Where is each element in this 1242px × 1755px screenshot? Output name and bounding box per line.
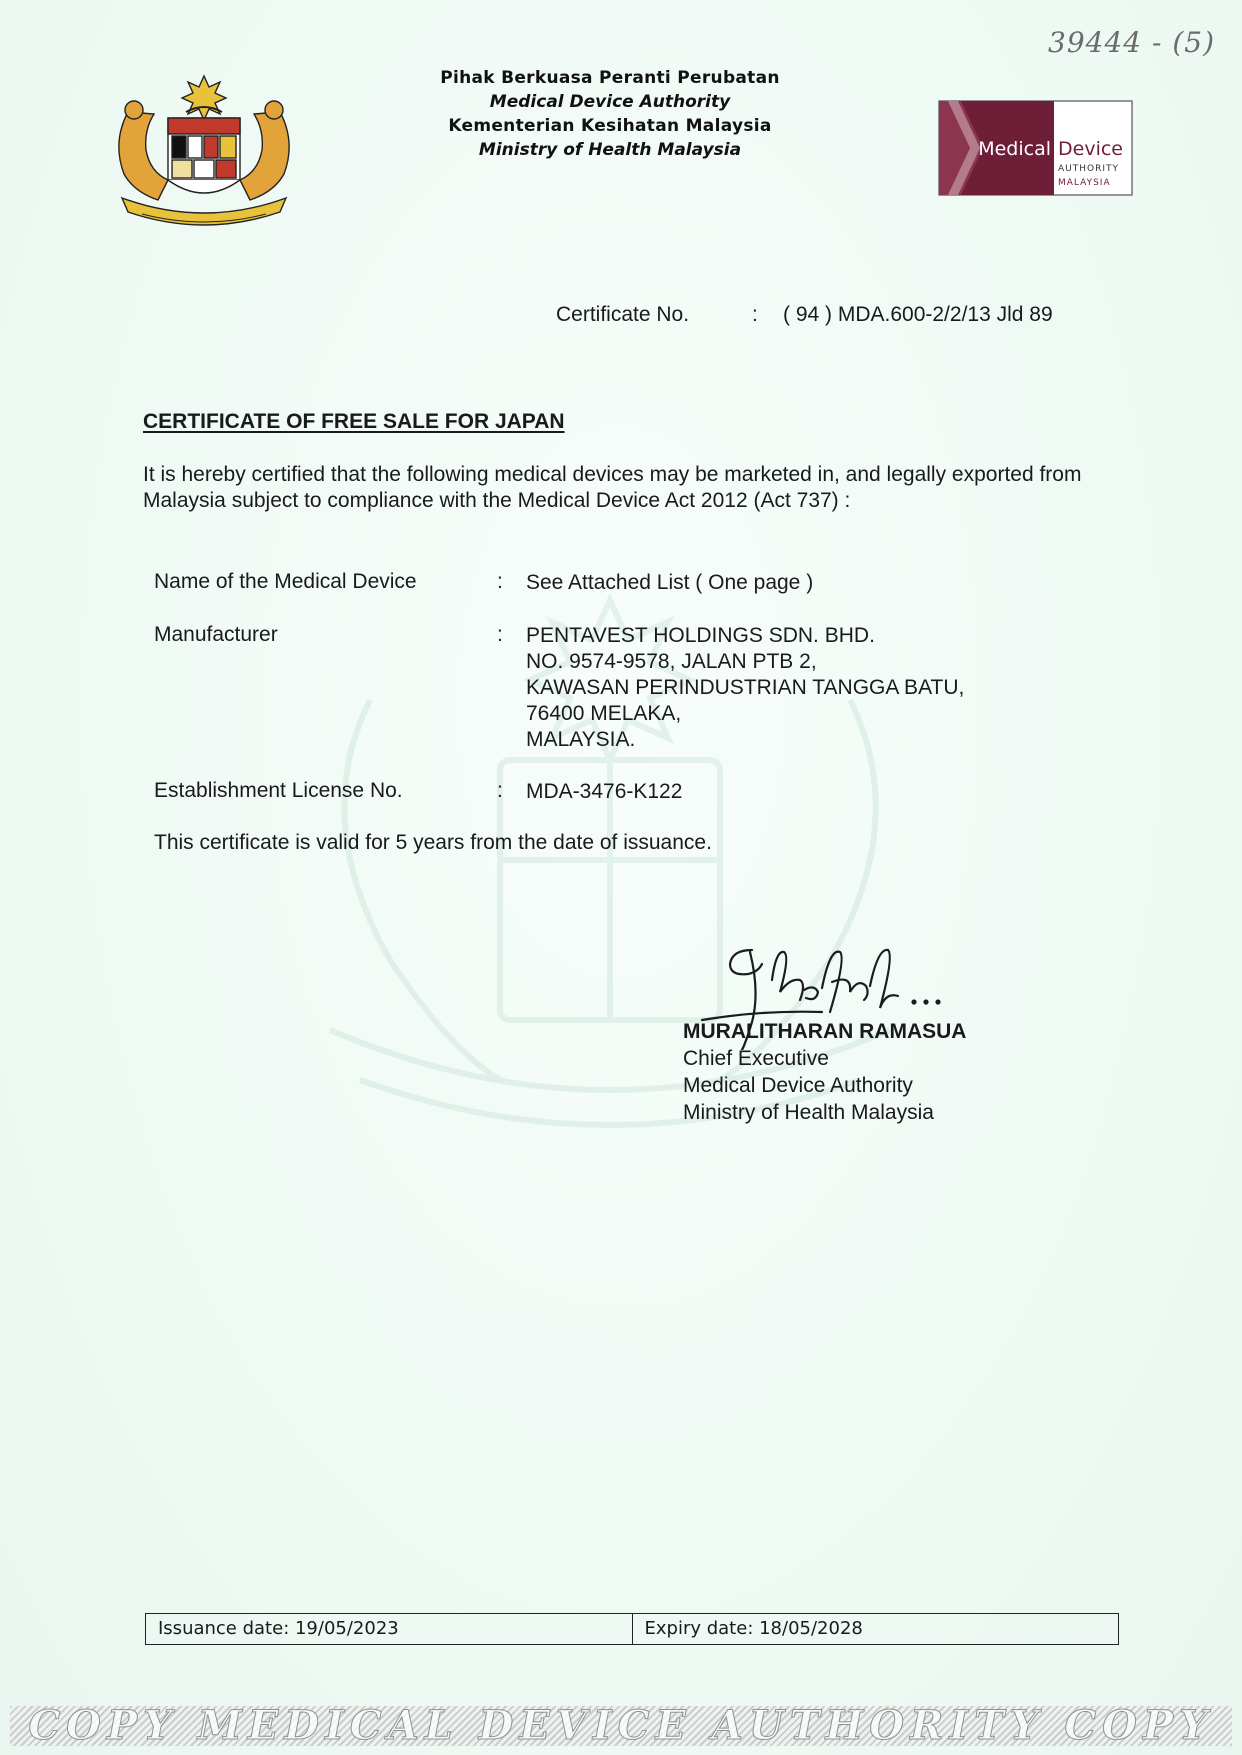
device-name-colon: : [497,570,503,593]
signatory-ministry: Ministry of Health Malaysia [683,1101,934,1124]
manufacturer-name: PENTAVEST HOLDINGS SDN. BHD. [526,624,875,647]
copy-watermark-band [10,1706,1232,1746]
copy-watermark-text: COPY MEDICAL DEVICE AUTHORITY COPY [28,1706,1214,1746]
logo-word-device: Device [1058,138,1123,160]
device-name-value [526,570,813,596]
issuance-date: Issuance date: 19/05/2023 [158,1618,399,1639]
ministry-english-name: Ministry of Health Malaysia [478,140,742,160]
logo-sub-authority: AUTHORITY [1058,164,1119,174]
signatory-organization: Medical Device Authority [683,1074,913,1097]
manufacturer-address [526,623,964,753]
ministry-malay-name: Kementerian Kesihatan Malaysia [448,116,772,136]
expiry-date: Expiry date: 18/05/2028 [632,1614,1119,1644]
validity-dates-box [145,1613,1119,1645]
device-name-label: Name of the Medical Device [154,570,417,593]
validity-statement: This certificate is valid for 5 years from the date of issuance. [154,831,712,854]
signatory-block [683,1018,966,1126]
authority-header [380,66,840,162]
signatory-name: MURALITHARAN RAMASUA [683,1020,967,1043]
logo-sub-malaysia: MALAYSIA [1058,178,1111,188]
handwritten-reference: 39444 - (5) [1048,26,1215,59]
manufacturer-address-line: KAWASAN PERINDUSTRIAN TANGGA BATU, [526,676,965,699]
establishment-license-number: MDA-3476-K122 [526,780,683,803]
establishment-license-value [526,779,682,805]
establishment-license-colon: : [497,779,503,802]
manufacturer-label: Manufacturer [154,623,278,646]
certificate-intro: It is hereby certified that the following medical devices may be marketed in, and legally exported from Malaysia subject to compliance with the Medical Device Act 2012 (Act 737) : [143,463,1082,512]
manufacturer-country: MALAYSIA. [526,728,636,751]
logo-word-medical: Medical [978,138,1051,160]
medical-device-authority-logo [938,100,1133,196]
manufacturer-colon: : [497,623,503,646]
device-name-line: See Attached List ( One page ) [526,571,814,594]
establishment-license-label: Establishment License No. [154,779,403,802]
authority-english-name: Medical Device Authority [489,92,731,112]
certificate-number-label: Certificate No. [556,303,690,326]
signatory-title: Chief Executive [683,1047,829,1070]
malaysia-coat-of-arms-icon [108,72,300,230]
certificate-title: CERTIFICATE OF FREE SALE FOR JAPAN [143,410,565,433]
authority-malay-name: Pihak Berkuasa Peranti Perubatan [440,68,780,88]
manufacturer-address-line: 76400 MELAKA, [526,702,682,725]
manufacturer-address-line: NO. 9574-9578, JALAN PTB 2, [526,650,817,673]
certificate-number-colon: : [752,303,758,326]
certificate-number-value: ( 94 ) MDA.600-2/2/13 Jld 89 [783,303,1053,326]
